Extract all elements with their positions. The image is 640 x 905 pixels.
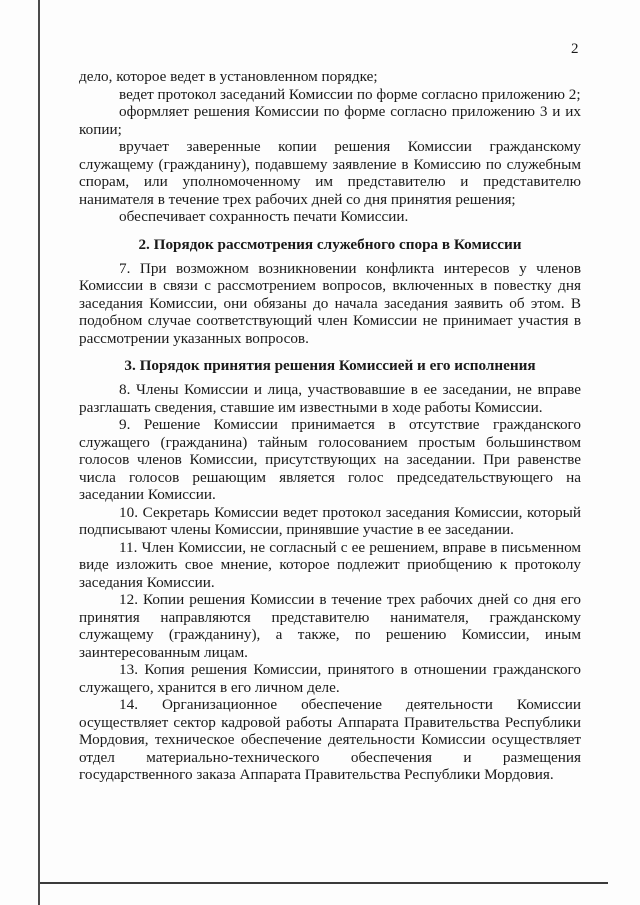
paragraph-intro-1: дело, которое ведет в установленном порядке; xyxy=(79,68,378,85)
paragraph-intro-4: вручает заверенные копии решения Комиссии гражданскому служащему (гражданину), подавшему заявление в Комиссию по служебным спорам, или уполномоченному им представителю и представителю нанимателя в течение трех рабочих дней со дня принятия решения; xyxy=(79,138,581,208)
paragraph-13: 13. Копия решения Комиссии, принятого в отношении гражданского служащего, хранится в его личном деле. xyxy=(79,661,581,696)
paragraph-8: 8. Члены Комиссии и лица, участвовавшие в ее заседании, не вправе разглашать сведения, ставшие им известными в ходе работы Комиссии. xyxy=(79,381,581,416)
section-heading-2: 2. Порядок рассмотрения служебного спора в Комиссии xyxy=(138,235,522,253)
paragraph-10: 10. Секретарь Комиссии ведет протокол заседания Комиссии, который подписывают члены Комиссии, принявшие участие в ее заседании. xyxy=(79,503,581,538)
paragraph-intro-3: оформляет решения Комиссии по форме согласно приложению 3 и их копии; xyxy=(79,103,581,138)
scan-left-edge xyxy=(38,0,40,905)
paragraph-9: 9. Решение Комиссии принимается в отсутствие гражданского служащего (гражданина) тайным голосованием простым большинством голосов членов Комиссии, присутствующих на заседании. При равенстве числа голосов решающим является голос председательствующего на заседании Комиссии. xyxy=(79,416,581,503)
section-heading-3: 3. Порядок принятия решения Комиссией и его исполнения xyxy=(124,357,536,374)
paragraph-intro-5: обеспечивает сохранность печати Комиссии. xyxy=(119,208,409,225)
paragraph-7: 7. При возможном возникновении конфликта интересов у членов Комиссии в связи с рассмотрением вопросов, включенных в повестку дня заседания Комиссии, они обязаны до начала заседания заявить об этом. В подобном случае соответствующий член Комиссии не принимает участия в рассмотрении указанных вопросов. xyxy=(79,259,581,347)
paragraph-11: 11. Член Комиссии, не согласный с ее решением, вправе в письменном виде изложить свое мнение, которое подлежит приобщению к протоколу заседания Комиссии. xyxy=(79,538,581,591)
paragraph-12: 12. Копии решения Комиссии в течение трех рабочих дней со дня его принятия направляются представителю нанимателя, гражданскому служащему (гражданину), а также, по решению Комиссии, иным заинтересованным лицам. xyxy=(79,591,581,661)
paragraph-intro-2: ведет протокол заседаний Комиссии по форме согласно приложению 2; xyxy=(119,85,581,103)
paragraph-14: 14. Организационное обеспечение деятельности Комиссии осуществляет сектор кадровой работы Аппарата Правительства Республики Мордовия, техническое обеспечение деятельности Комиссии осуществляет отдел материально-технического обеспечения и размещения государственного заказа Аппарата Правительства Республики Мордовия. xyxy=(79,696,581,783)
page-number: 2 xyxy=(571,41,579,57)
scan-bottom-edge xyxy=(40,882,608,884)
document-body xyxy=(79,68,581,784)
